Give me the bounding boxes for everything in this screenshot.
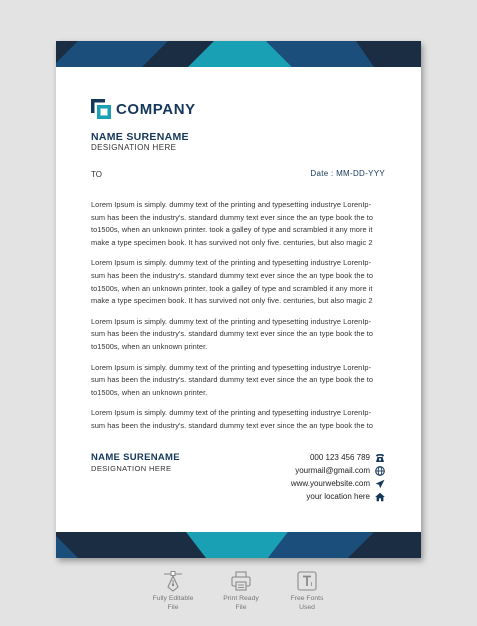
home-icon	[375, 492, 385, 502]
feature-label: Print Ready File	[223, 595, 259, 611]
letter-body	[91, 199, 387, 441]
body-paragraph: Lorem Ipsum is simply. dummy text of the printing and typesetting industrye LorenIp- sum has been the industry's. standard dummy text ever since the an type book the to to1500s, when an unknown printer. took a galley of type and scrambled it any more it make a type specimen book. It has survived not only five. centuries, but also magic 2	[91, 200, 374, 247]
recipient-label: TO	[91, 170, 102, 179]
contact-website	[291, 477, 385, 490]
signature-designation: DESIGNATION HERE	[91, 464, 172, 473]
feature-editable	[140, 570, 206, 612]
phone-icon	[375, 453, 385, 463]
contact-email	[291, 464, 385, 477]
pen-tool-icon	[162, 570, 184, 592]
send-icon	[375, 479, 385, 489]
email-text: yourmail@gmail.com	[295, 466, 370, 475]
website-text: www.yourwebsite.com	[290, 479, 370, 488]
body-paragraph: Lorem Ipsum is simply. dummy text of the printing and typesetting industrye LorenIp- sum has been the industry's. standard dummy text ever since the an type book the to	[91, 408, 374, 430]
body-paragraph: Lorem Ipsum is simply. dummy text of the printing and typesetting industrye LorenIp- sum has been the industry's. standard dummy text ever since the an type book the to to1500s, when an unknown printer.	[91, 362, 374, 397]
body-paragraph: Lorem Ipsum is simply. dummy text of the printing and typesetting industrye LorenIp- sum has been the industry's. standard dummy text ever since the an type book the to to1500s, when an unknown printer.	[91, 316, 374, 351]
signature-name: NAME SURENAME	[91, 452, 180, 463]
letterhead-page	[56, 41, 421, 558]
globe-icon	[375, 466, 385, 476]
phone-text: 000 123 456 789	[309, 453, 370, 462]
contact-location	[291, 490, 385, 503]
company-name: COMPANY	[116, 101, 196, 118]
company-logo-icon	[91, 99, 111, 119]
feature-label: Fully Editable File	[152, 595, 194, 611]
footer-decoration	[56, 532, 421, 558]
header-decoration	[56, 41, 421, 67]
location-text: your location here	[306, 492, 370, 501]
feature-list	[140, 570, 340, 620]
feature-free-fonts	[274, 570, 340, 612]
feature-label: Free Fonts Used	[290, 595, 324, 611]
font-icon	[296, 570, 318, 592]
sender-designation: DESIGNATION HERE	[91, 143, 177, 152]
printer-icon	[230, 570, 252, 592]
contact-block	[291, 451, 385, 503]
feature-print-ready	[208, 570, 274, 612]
sender-name: NAME SURENAME	[91, 131, 189, 143]
body-paragraph: Lorem Ipsum is simply. dummy text of the printing and typesetting industrye LorenIp- sum has been the industry's. standard dummy text ever since the an type book the to to1500s, when an unknown printer. took a galley of type and scrambled it any more it make a type specimen book. It has survived not only five. centuries, but also magic 2	[91, 258, 374, 306]
contact-phone	[291, 451, 385, 464]
date-field: Date : MM-DD-YYY	[310, 169, 385, 178]
